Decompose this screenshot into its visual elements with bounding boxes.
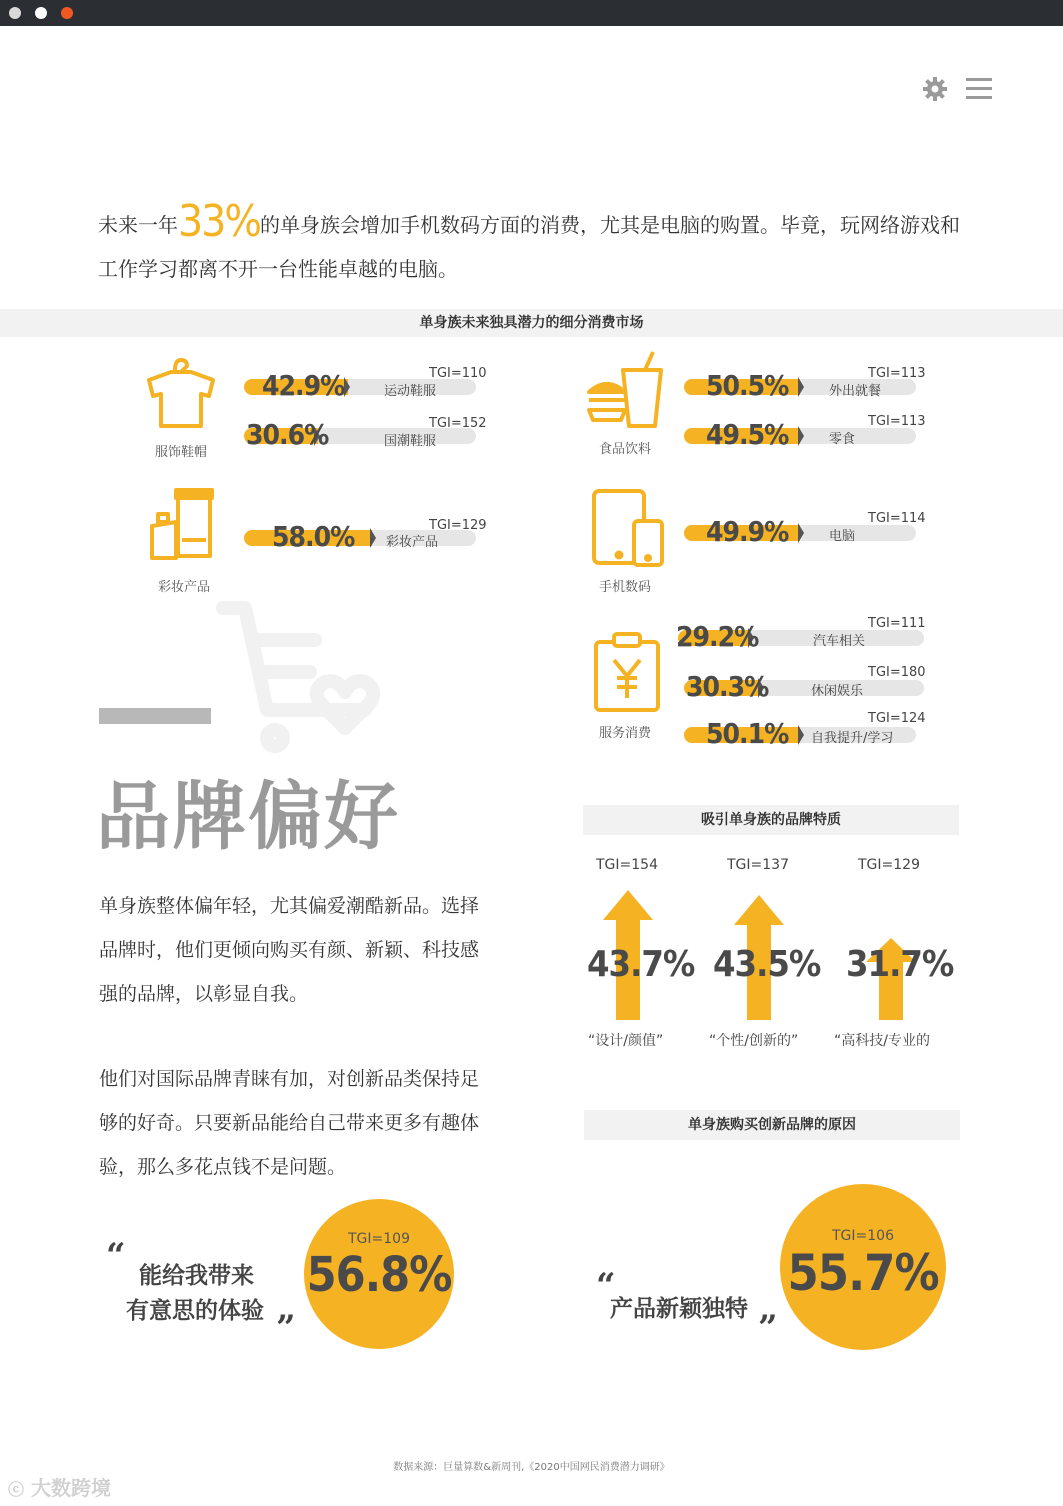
bar-tgi: TGI=124 xyxy=(868,711,926,726)
brand-section-title: 品牌偏好 xyxy=(96,774,400,860)
cart-watermark-icon xyxy=(215,600,395,760)
trait-tgi: TGI=154 xyxy=(596,857,658,873)
bar-tgi: TGI=152 xyxy=(429,416,487,431)
window-dot-1[interactable] xyxy=(9,7,21,19)
bar-pct: 30.3% xyxy=(686,670,769,703)
bar-pct: 42.9% xyxy=(262,369,345,402)
bar-tgi: TGI=180 xyxy=(868,665,926,680)
bar-tgi: TGI=111 xyxy=(868,616,926,631)
reason-left-tgi: TGI=109 xyxy=(348,1231,410,1247)
watermark-logo-icon: ⓒ xyxy=(8,1480,25,1499)
intro-paragraph xyxy=(98,196,978,291)
trait-tgi: TGI=129 xyxy=(858,857,920,873)
bar-marker xyxy=(370,528,376,548)
cosmetics-icon xyxy=(148,486,218,566)
bar-label: 零食 xyxy=(829,432,856,447)
category-cosmetics: 彩妆产品 xyxy=(157,580,210,595)
bar-label: 汽车相关 xyxy=(813,634,866,649)
bar-marker xyxy=(798,426,804,446)
intro-line2: 工作学习都离不开一台性能卓越的电脑。 xyxy=(98,257,458,281)
bar-pct: 50.1% xyxy=(706,717,789,750)
close-quote-icon: ” xyxy=(758,1308,778,1348)
bar-label: 彩妆产品 xyxy=(386,535,439,550)
category-apparel: 服饰鞋帽 xyxy=(154,445,207,460)
hamburger-icon[interactable] xyxy=(966,77,992,101)
category-digital: 手机数码 xyxy=(598,580,651,595)
trait-label: “高科技/专业的 xyxy=(834,1033,930,1049)
category-food: 食品饮料 xyxy=(598,442,651,457)
bar-pct: 30.6% xyxy=(246,418,329,451)
bar-pct: 50.5% xyxy=(706,369,789,402)
bar-marker xyxy=(798,377,804,397)
market-title: 单身族未来独具潜力的细分消费市场 xyxy=(0,309,1063,337)
bar-label: 自我提升/学习 xyxy=(811,731,894,746)
bar-marker xyxy=(344,377,350,397)
window-titlebar xyxy=(0,0,1063,26)
reason-right-tgi: TGI=106 xyxy=(832,1228,894,1244)
open-quote-icon: “ xyxy=(106,1236,126,1276)
trait-tgi: TGI=137 xyxy=(727,857,789,873)
trait-label: “设计/颜值” xyxy=(588,1033,664,1049)
bar-pct: 29.2% xyxy=(676,620,759,653)
reason-left-quote-line1: 能给我带来 xyxy=(139,1263,254,1289)
shirt-icon xyxy=(145,356,217,430)
bar-label: 外出就餐 xyxy=(829,384,882,399)
bar-pct: 49.9% xyxy=(706,515,789,548)
reason-left-quote-line2: 有意思的体验 xyxy=(126,1298,264,1324)
bar-label: 电脑 xyxy=(829,529,856,544)
reasons-title: 单身族购买创新品牌的原因 xyxy=(584,1110,960,1140)
intro-highlight: 33% xyxy=(178,196,260,247)
bar-label: 国潮鞋服 xyxy=(384,434,437,449)
devices-icon xyxy=(590,489,666,567)
clipboard-yen-icon xyxy=(592,630,662,714)
bar-label: 休闲娱乐 xyxy=(811,684,864,699)
category-service: 服务消费 xyxy=(598,726,651,741)
brand-para-1: 单身族整体偏年轻，尤其偏爱潮酷新品。选择品牌时，他们更倾向购买有颜、新颖、科技感强的品牌，以彰显自我。 xyxy=(99,895,480,1005)
watermark-text: 大数跨境 xyxy=(30,1476,111,1500)
trait-pct: 43.5% xyxy=(713,944,821,985)
trait-pct: 43.7% xyxy=(587,944,695,985)
footer-source: 数据来源：巨量算数&新周刊,《2020中国网民消费潜力调研》 xyxy=(393,1462,670,1473)
bar-pct: 49.5% xyxy=(706,418,789,451)
gear-icon[interactable] xyxy=(922,76,948,102)
reason-right-pct: 55.7% xyxy=(787,1244,939,1302)
reason-right-quote: 产品新颖独特 xyxy=(610,1296,748,1322)
bar-marker xyxy=(798,725,804,745)
brand-para-2: 他们对国际品牌青睐有加，对创新品类保持足够的好奇。只要新品能给自己带来更多有趣体验，那么多花点钱不是问题。 xyxy=(99,1068,480,1178)
intro-line1: 的单身族会增加手机数码方面的消费，尤其是电脑的购置。毕竟，玩网络游戏和 xyxy=(259,213,960,237)
window-dot-2[interactable] xyxy=(35,7,47,19)
reason-left-pct: 56.8% xyxy=(306,1247,452,1303)
intro-prefix: 未来一年 xyxy=(98,213,178,237)
open-quote-icon: “ xyxy=(596,1266,616,1306)
trait-label: “个性/创新的” xyxy=(709,1033,799,1049)
trait-pct: 31.7% xyxy=(846,944,954,985)
bar-tgi: TGI=114 xyxy=(868,511,926,526)
bar-tgi: TGI=129 xyxy=(429,518,487,533)
bar-tgi: TGI=113 xyxy=(868,414,926,429)
section-accent-bar xyxy=(99,708,211,724)
drink-burger-icon xyxy=(585,350,667,430)
reason-right-circle xyxy=(780,1184,946,1350)
bar-pct: 58.0% xyxy=(272,520,355,553)
reason-left-circle xyxy=(304,1199,454,1349)
bar-tgi: TGI=113 xyxy=(868,366,926,381)
close-quote-icon: ” xyxy=(276,1308,296,1348)
traits-title: 吸引单身族的品牌特质 xyxy=(583,805,959,835)
watermark xyxy=(8,1472,111,1501)
bar-label: 运动鞋服 xyxy=(384,384,437,399)
window-dot-3[interactable] xyxy=(61,7,73,19)
bar-tgi: TGI=110 xyxy=(429,366,487,381)
bar-marker xyxy=(798,523,804,543)
